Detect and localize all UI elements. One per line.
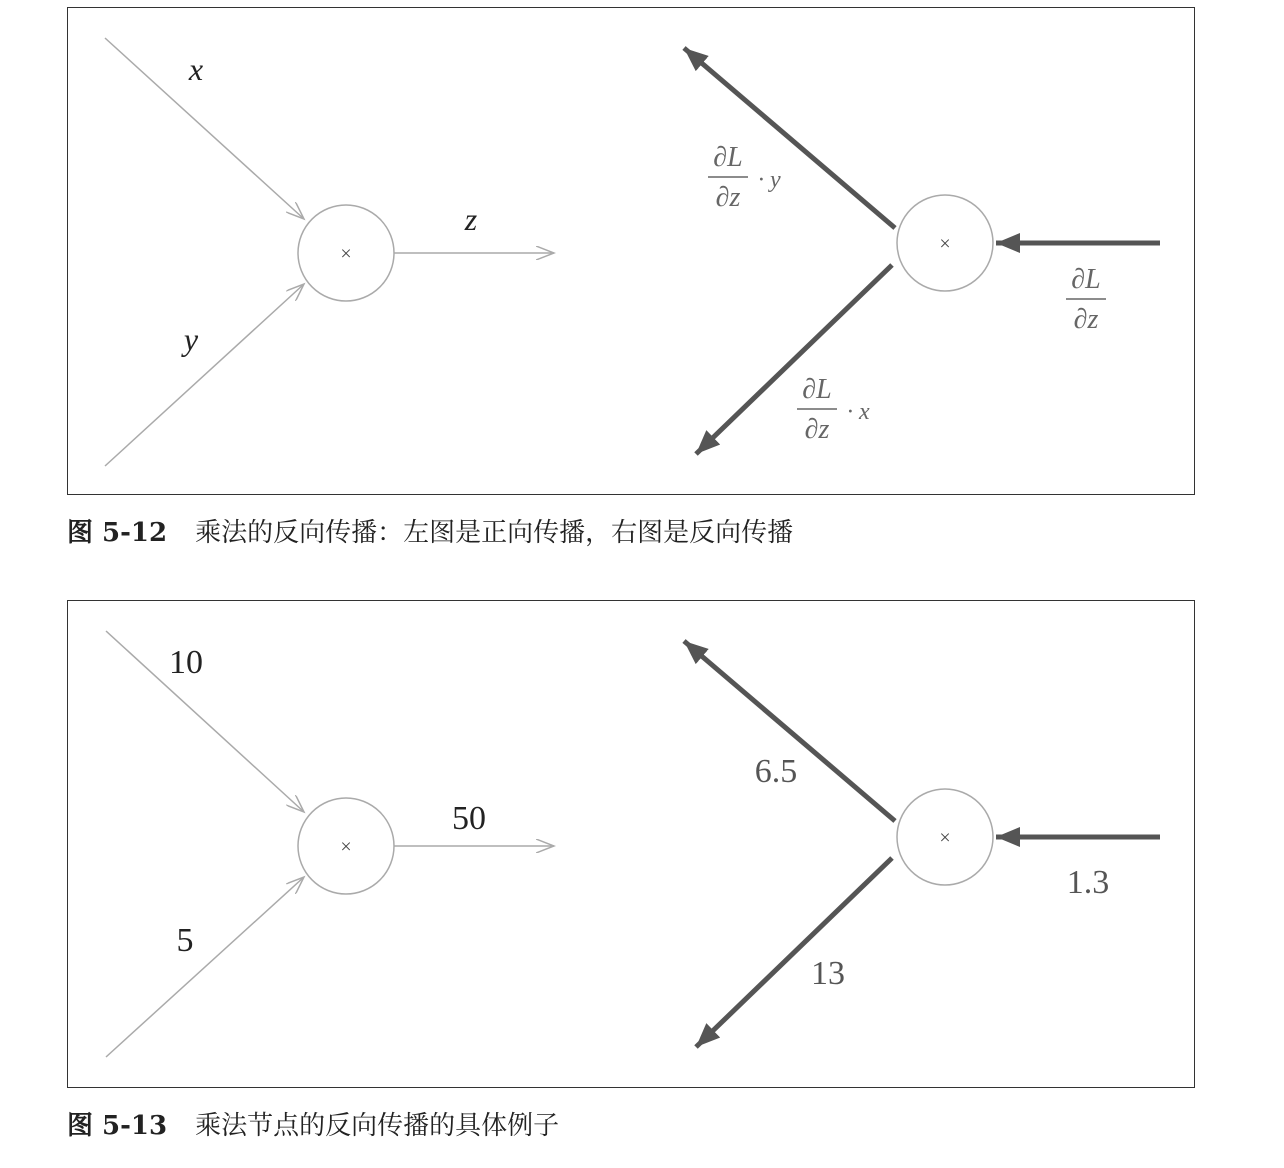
upstream-gradient-label	[1066, 264, 1106, 335]
figure-5-12-caption	[67, 512, 793, 549]
gradient-y-denominator: ∂z	[804, 414, 830, 445]
backward-graph-example	[684, 641, 1160, 1047]
input-y-edge	[105, 284, 304, 466]
figure-5-13-caption	[67, 1105, 559, 1142]
label-x: x	[188, 51, 204, 87]
forward-graph-example	[106, 631, 554, 1057]
label-6-5: 6.5	[754, 753, 798, 790]
upstream-denominator: ∂z	[1073, 304, 1099, 335]
upstream-numerator: ∂L	[1071, 264, 1101, 295]
label-5: 5	[176, 922, 194, 959]
label-50: 50	[452, 800, 486, 837]
input-10-edge	[106, 631, 304, 812]
forward-graph	[105, 38, 554, 466]
gradient-x-label	[708, 142, 781, 213]
figure-5-13-diagram	[68, 601, 1196, 1089]
multiply-symbol-backward: ×	[939, 233, 951, 255]
input-x-edge	[105, 38, 304, 219]
figure-5-13-number: 图 5-13	[67, 1111, 168, 1141]
gradient-y-label	[797, 374, 870, 445]
gradient-y-edge	[696, 265, 892, 454]
input-5-edge	[106, 877, 304, 1057]
label-y: y	[183, 321, 199, 357]
label-z: z	[464, 201, 478, 237]
figure-5-13	[67, 600, 1195, 1088]
figure-5-13-caption-text: 乘法节点的反向传播的具体例子	[195, 1111, 560, 1141]
gradient-y-numerator: ∂L	[802, 374, 832, 405]
label-10: 10	[169, 644, 203, 681]
gradient-13-edge	[696, 858, 892, 1047]
gradient-x-multiplier: · y	[758, 167, 781, 193]
figure-5-12-number: 图 5-12	[67, 518, 168, 548]
gradient-6-5-edge	[684, 641, 895, 821]
figure-5-12-diagram	[68, 8, 1196, 496]
multiply-symbol: ×	[340, 243, 352, 265]
figure-5-12-caption-text: 乘法的反向传播：左图是正向传播，右图是反向传播	[195, 518, 794, 548]
gradient-y-multiplier: · x	[847, 399, 870, 425]
label-13: 13	[811, 955, 845, 992]
multiply-symbol-backward-example: ×	[939, 827, 951, 849]
figure-5-12	[67, 7, 1195, 495]
multiply-symbol-example: ×	[340, 836, 352, 858]
label-1-3: 1.3	[1066, 864, 1110, 901]
backward-graph	[684, 48, 1160, 454]
gradient-x-numerator: ∂L	[713, 142, 743, 173]
gradient-x-denominator: ∂z	[715, 182, 741, 213]
